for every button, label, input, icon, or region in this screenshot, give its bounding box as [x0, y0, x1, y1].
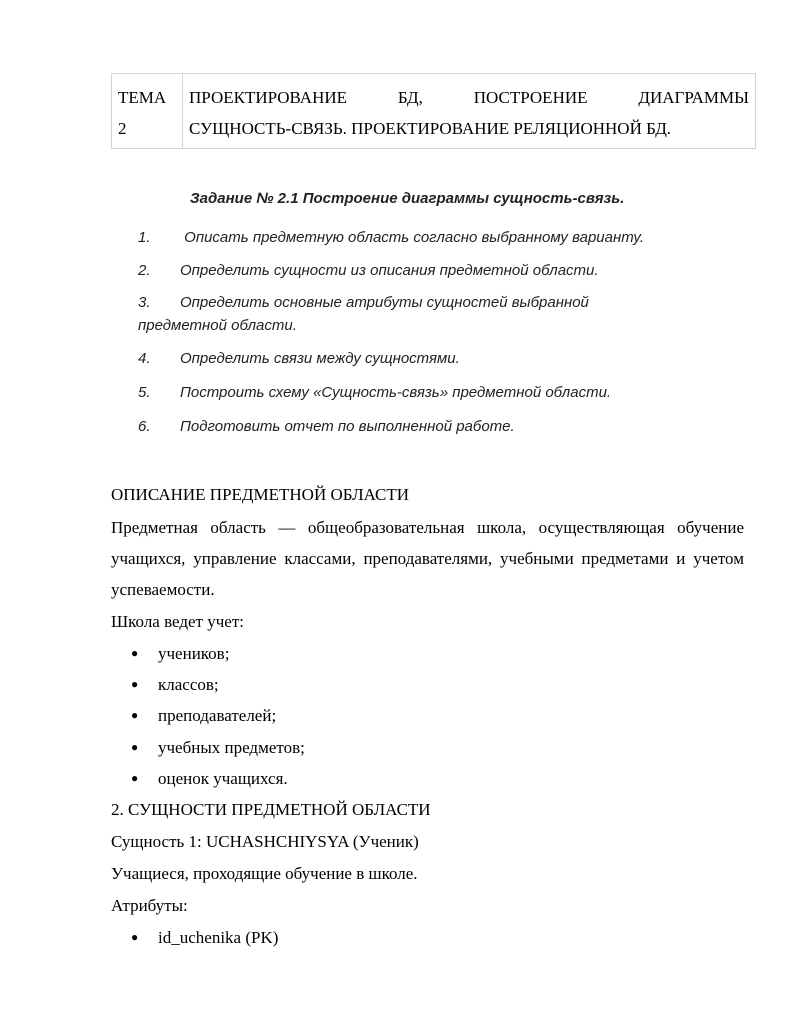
topic-label-cell [112, 74, 183, 148]
task-item-text: Описать предметную область согласно выбранному варианту. [180, 229, 645, 246]
task-item-text: Подготовить отчет по выполненной работе. [180, 418, 515, 435]
list-item-text: учеников; [158, 644, 230, 663]
list-item [131, 675, 219, 695]
list-item [131, 706, 276, 726]
task-item-number: 2. [138, 262, 151, 279]
topic-table [111, 73, 756, 149]
entity-description: Учащиеся, проходящие обучение в школе. [111, 864, 418, 883]
task-item-continuation [138, 317, 297, 334]
list-item-text: преподавателей; [158, 706, 277, 725]
bullet-icon: ● [131, 646, 139, 660]
task-item [138, 384, 611, 401]
task-item-text: Определить основные атрибуты сущностей выбранной [180, 294, 589, 311]
task-item-number: 6. [138, 418, 151, 435]
task-item-number: 4. [138, 350, 151, 367]
task-item-text-cont: предметной области. [138, 317, 297, 334]
task-item [138, 262, 599, 279]
attributes-label: Атрибуты: [111, 896, 188, 915]
section-heading: ОПИСАНИЕ ПРЕДМЕТНОЙ ОБЛАСТИ [111, 485, 410, 504]
section-heading: 2. СУЩНОСТИ ПРЕДМЕТНОЙ ОБЛАСТИ [111, 800, 431, 819]
task-item-number: 3. [138, 294, 151, 311]
task-item [138, 229, 644, 246]
task-item-number: 5. [138, 384, 151, 401]
lead-text: Школа ведет учет: [111, 612, 244, 631]
task-item [138, 418, 515, 435]
task-item-text: Определить сущности из описания предметной области. [180, 262, 599, 279]
task-item-text: Определить связи между сущностями. [180, 350, 460, 367]
list-item-text: оценок учащихся. [158, 769, 288, 788]
bullet-icon: ● [131, 740, 139, 754]
bullet-icon: ● [131, 677, 139, 691]
list-item [131, 769, 288, 789]
topic-title-line1: ПРОЕКТИРОВАНИЕ БД, ПОСТРОЕНИЕ ДИАГРАММЫ [189, 88, 749, 107]
task-item-number: 1. [138, 229, 151, 246]
list-item [131, 738, 305, 758]
list-item-text: id_uchenika (PK) [158, 928, 279, 947]
bullet-icon: ● [131, 930, 139, 944]
list-item [131, 928, 278, 948]
bullet-icon: ● [131, 708, 139, 722]
task-item-text: Построить схему «Сущность-связь» предметной области. [180, 384, 612, 401]
entity-title: Сущность 1: UCHASHCHIYSYA (Ученик) [111, 832, 419, 851]
domain-paragraph: Предметная область — общеобразовательная школа, осуществляющая обучение учащихся, управление классами, преподавателями, учебными предметами и учетом успеваемости. [111, 518, 744, 599]
list-item [131, 644, 229, 664]
bullet-icon: ● [131, 771, 139, 785]
topic-title-cell [183, 74, 755, 148]
task-item [138, 350, 460, 367]
topic-title-line2: СУЩНОСТЬ-СВЯЗЬ. ПРОЕКТИРОВАНИЕ РЕЛЯЦИОННОЙ БД. [189, 119, 672, 138]
topic-number: 2 [118, 119, 127, 138]
task-item [138, 294, 589, 311]
topic-label-word: ТЕМА [118, 88, 167, 107]
list-item-text: классов; [158, 675, 219, 694]
list-item-text: учебных предметов; [158, 738, 305, 757]
task-heading: Задание № 2.1 Построение диаграммы сущность-связь. [190, 190, 625, 207]
